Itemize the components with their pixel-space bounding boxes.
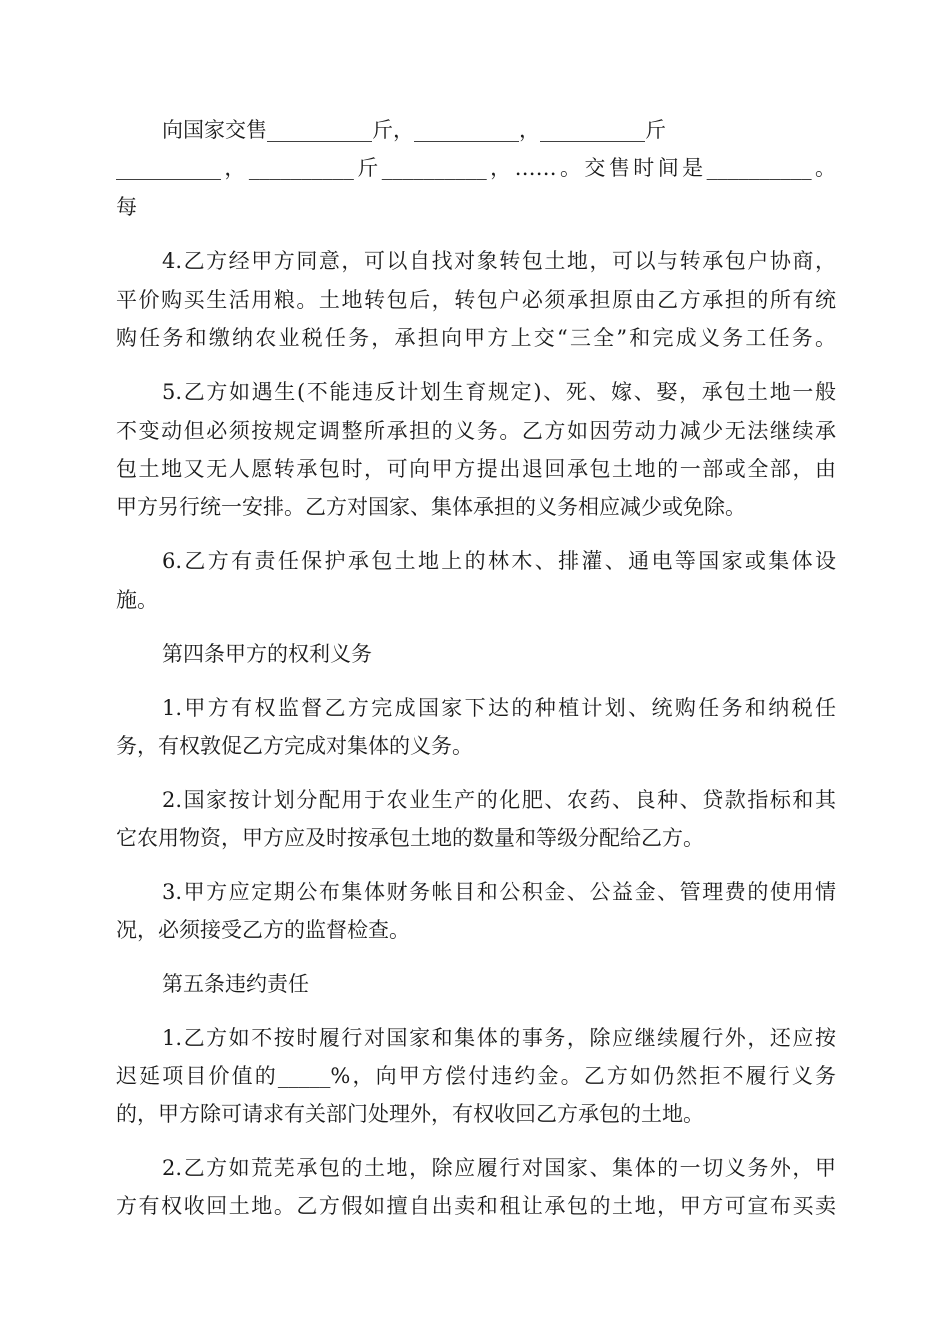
text-line: 甲方另行统一安排。乙方对国家、集体承担的义务相应减少或免除。: [116, 495, 746, 519]
text-line: 方有权收回土地。乙方假如擅自出卖和租让承包的土地，甲方可宣布买卖: [116, 1194, 836, 1218]
text-line: 购任务和缴纳农业税任务，承担向甲方上交“三全”和完成义务工任务。: [116, 326, 836, 350]
text-line: 务，有权敦促乙方完成对集体的义务。: [116, 734, 473, 758]
text-line: 它农用物资，甲方应及时按承包土地的数量和等级分配给乙方。: [116, 826, 704, 850]
text-line: 的，甲方除可请求有关部门处理外，有权收回乙方承包的土地。: [116, 1102, 704, 1126]
text-line: 平价购买生活用粮。土地转包后，转包户必须承担原由乙方承担的所有统: [116, 288, 836, 312]
section-heading: 第四条甲方的权利义务: [162, 642, 372, 666]
text-line: 3.甲方应定期公布集体财务帐目和公积金、公益金、管理费的使用情: [162, 880, 836, 904]
text-line: 5.乙方如遇生(不能违反计划生育规定)、死、嫁、娶，承包土地一般: [162, 380, 836, 404]
text-line: 迟延项目价值的_____%，向甲方偿付违约金。乙方如仍然拒不履行义务: [116, 1064, 836, 1088]
text-line: 1.乙方如不按时履行对国家和集体的事务，除应继续履行外，还应按: [162, 1026, 836, 1050]
text-line: 2.乙方如荒芜承包的土地，除应履行对国家、集体的一切义务外，甲: [162, 1156, 836, 1180]
text-line: 况，必须接受乙方的监督检查。: [116, 918, 410, 942]
section-heading: 第五条违约责任: [162, 972, 309, 996]
text-line: 1.甲方有权监督乙方完成国家下达的种植计划、统购任务和纳税任: [162, 696, 836, 720]
text-line: 4.乙方经甲方同意，可以自找对象转包土地，可以与转承包户协商，: [162, 249, 836, 273]
text-line: __________，__________斤__________，……。交售时间是__________。: [116, 156, 836, 180]
text-line: 2.国家按计划分配用于农业生产的化肥、农药、良种、贷款指标和其: [162, 788, 836, 812]
text-line: 不变动但必须按规定调整所承担的义务。乙方如因劳动力减少无法继续承: [116, 419, 836, 443]
text-line: 6.乙方有责任保护承包土地上的林木、排灌、通电等国家或集体设: [162, 549, 836, 573]
text-line: 向国家交售__________斤，__________，__________斤: [162, 118, 666, 142]
text-line: 施。: [116, 588, 158, 612]
text-line: 包土地又无人愿转承包时，可向甲方提出退回承包土地的一部或全部，由: [116, 457, 836, 481]
text-line: 每: [116, 195, 137, 219]
